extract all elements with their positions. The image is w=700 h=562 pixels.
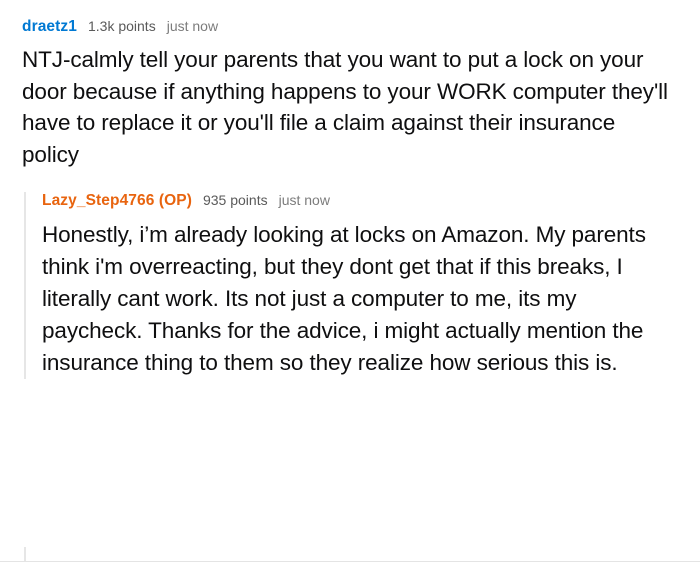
reply-timestamp: just now (278, 192, 330, 208)
reply-body: Honestly, i’m already looking at locks on Amazon. My parents think i'm overreacting, but they dont get that if this breaks, I literally cant work. Its not just a computer to me, its my paycheck. Thanks for the advice, i might actually mention the insurance thing to them so they realize how serious this is. (42, 222, 646, 375)
comment-top-level (22, 18, 678, 379)
comment-author[interactable]: draetz1 (22, 18, 77, 35)
reply-author[interactable]: Lazy_Step4766 (OP) (42, 192, 192, 209)
thread-line (24, 547, 26, 561)
comment-timestamp: just now (166, 18, 219, 34)
comment-reply (24, 192, 678, 379)
comment-header (22, 18, 678, 36)
reply-header (42, 192, 678, 210)
comment-body: NTJ-calmly tell your parents that you want to put a lock on your door because if anything happens to your WORK computer they'll have to replace it or you'll file a claim against their insurance policy (22, 47, 668, 167)
reply-points: 935 points (202, 192, 268, 208)
comment-points: 1.3k points (87, 18, 156, 34)
